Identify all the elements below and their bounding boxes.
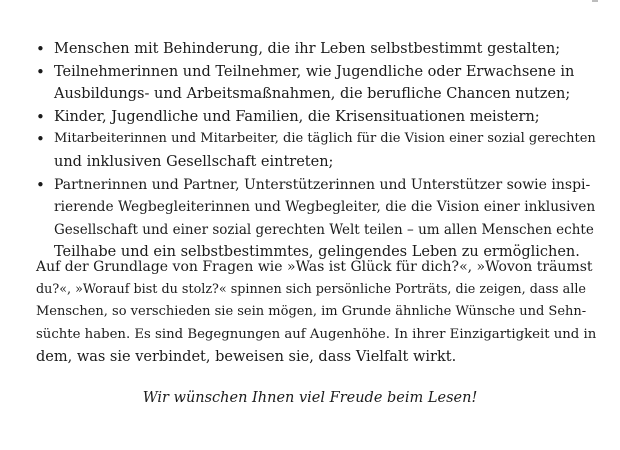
list-item <box>36 128 596 173</box>
list-item-line: rierende Wegbegleiterinnen und Wegbegleiter, die die Vision einer inklusiven <box>54 199 596 216</box>
list-item-line: Ausbildungs- und Arbeitsmaßnahmen, die berufliche Chancen nutzen; <box>54 86 571 103</box>
bullet-list <box>36 38 596 264</box>
list-item-line: Menschen mit Behinderung, die ihr Leben selbstbestimmt gestalten; <box>54 41 561 57</box>
body-paragraph <box>36 256 596 369</box>
list-item <box>36 38 596 61</box>
bullet-icon: • <box>36 130 45 149</box>
top-edge-mark <box>592 0 598 2</box>
bullet-icon: • <box>36 175 45 194</box>
list-item <box>36 61 596 106</box>
paragraph-line: Menschen, so verschieden sie sein mögen, im Grunde ähnliche Wünsche und Sehn- <box>36 304 587 320</box>
paragraph-line: du?«, »Worauf bist du stolz?« spinnen sich persönliche Porträts, die zeigen, dass alle <box>36 281 586 297</box>
list-item-line: Gesellschaft und einer sozial gerechten Welt teilen – um allen Menschen echte <box>54 221 594 238</box>
bullet-icon: • <box>36 62 45 81</box>
list-item <box>36 106 596 129</box>
list-item-line: Mitarbeiterinnen und Mitarbeiter, die täglich für die Vision einer sozial gerechten <box>54 131 596 147</box>
list-item <box>36 174 596 264</box>
paragraph-line: dem, was sie verbindet, beweisen sie, dass Vielfalt wirkt. <box>36 349 457 366</box>
paragraph-line: Auf der Grundlage von Fragen wie »Was ist Glück für dich?«, »Wovon träumst <box>36 259 593 275</box>
bullet-icon: • <box>36 107 45 126</box>
list-item-line: Kinder, Jugendliche und Familien, die Krisensituationen meistern; <box>54 108 540 125</box>
closing-line: Wir wünschen Ihnen viel Freude beim Lesen! <box>142 390 478 406</box>
paragraph-line: süchte haben. Es sind Begegnungen auf Augenhöhe. In ihrer Einzigartigkeit und in <box>36 326 597 342</box>
bullet-icon: • <box>36 40 45 58</box>
list-item-line: Teilhabe und ein selbstbestimmtes, gelingendes Leben zu ermöglichen. <box>54 244 580 261</box>
list-item-line: Partnerinnen und Partner, Unterstützerinnen und Unterstützer sowie inspi- <box>54 176 591 193</box>
list-item-line: und inklusiven Gesellschaft eintreten; <box>54 153 334 170</box>
list-item-line: Teilnehmerinnen und Teilnehmer, wie Jugendliche oder Erwachsene in <box>54 63 575 80</box>
